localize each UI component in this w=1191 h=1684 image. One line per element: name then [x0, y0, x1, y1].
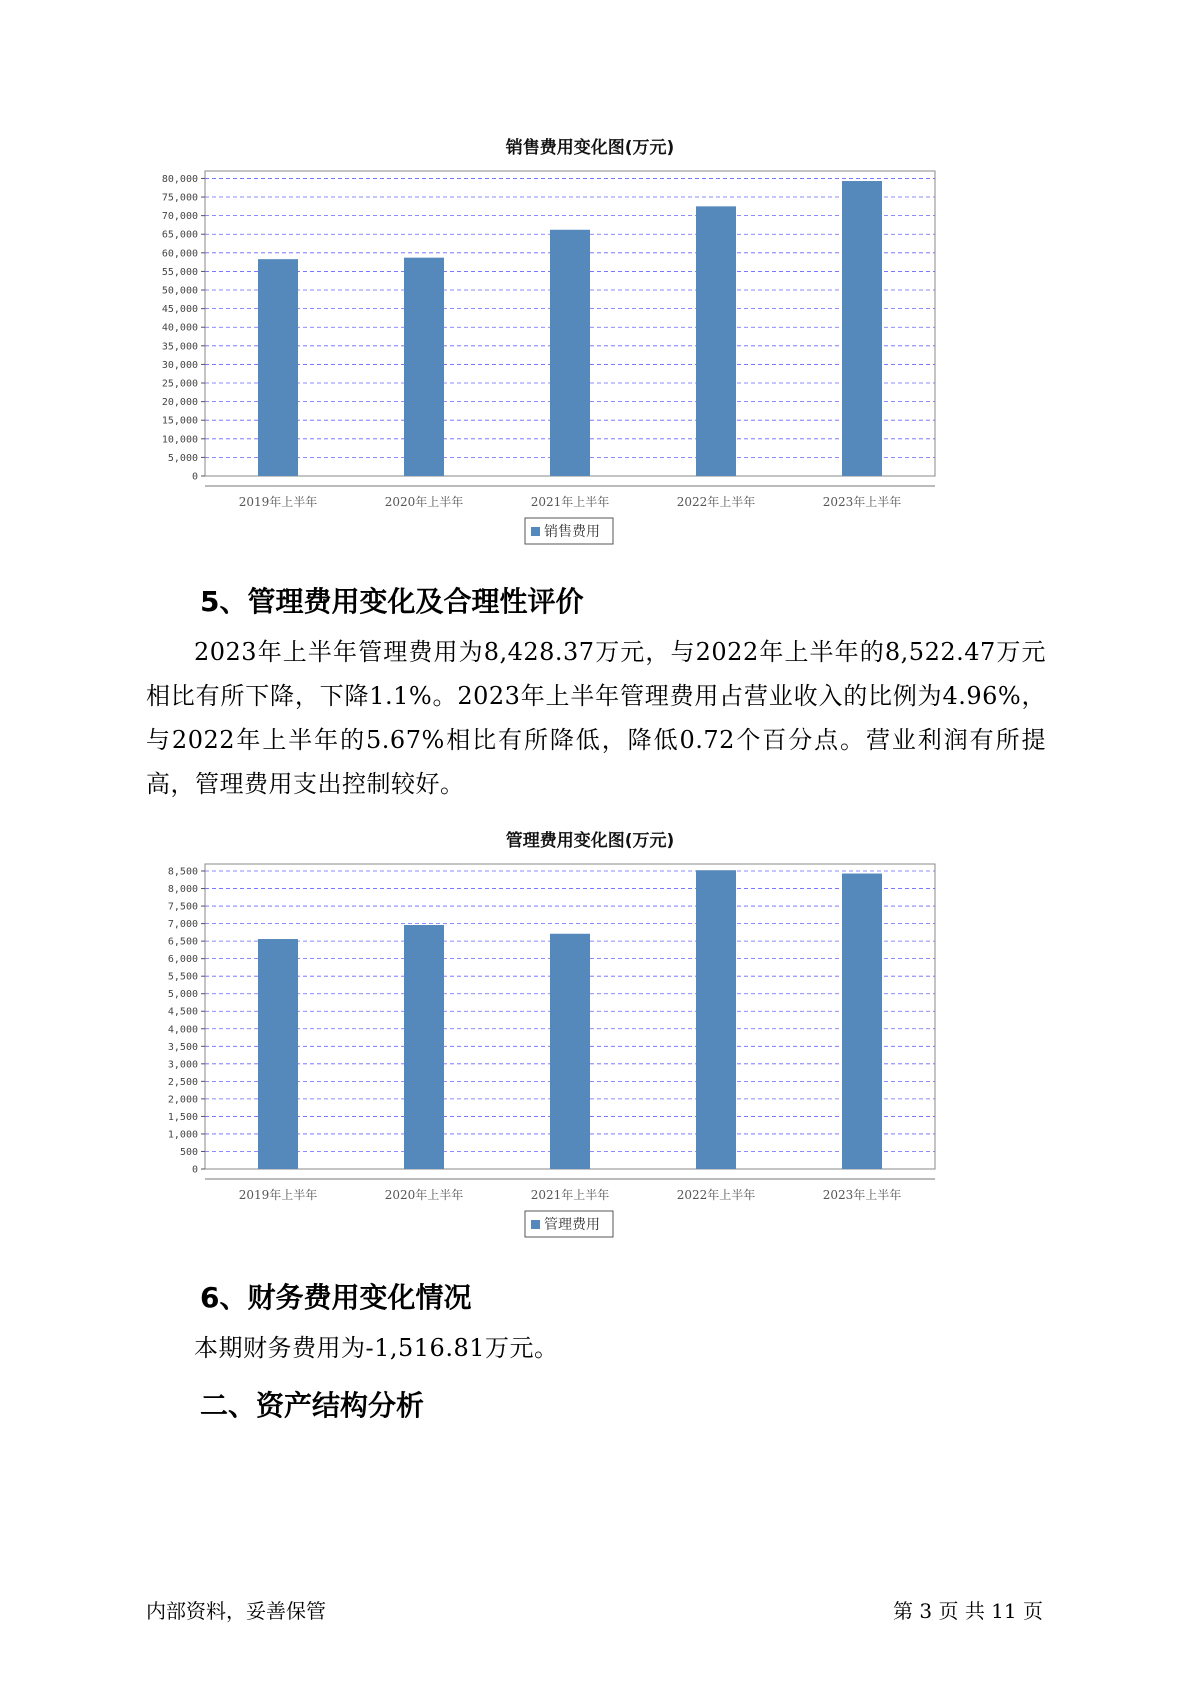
y-tick-label: 6,000 — [167, 954, 198, 966]
y-tick-label: 6,500 — [167, 936, 198, 948]
y-tick-label: 2,500 — [167, 1076, 198, 1088]
y-tick-label: 5,000 — [167, 452, 198, 464]
y-tick-label: 7,500 — [167, 901, 198, 913]
y-tick-label: 8,000 — [167, 884, 198, 896]
x-tick-label: 2019年上半年 — [238, 495, 318, 509]
section5-heading: 5、管理费用变化及合理性评价 — [200, 585, 584, 618]
x-tick-label: 2022年上半年 — [676, 495, 756, 509]
y-tick-label: 55,000 — [161, 266, 198, 278]
bar — [842, 181, 882, 476]
legend-label: 管理费用 — [544, 1217, 600, 1233]
y-tick-label: 80,000 — [161, 173, 198, 185]
x-tick-label: 2021年上半年 — [530, 1188, 610, 1202]
y-tick-label: 25,000 — [161, 378, 198, 390]
y-tick-label: 8,500 — [167, 866, 198, 878]
chart-title: 管理费用变化图(万元) — [505, 831, 675, 851]
x-tick-label: 2020年上半年 — [384, 1188, 464, 1202]
bar — [404, 258, 444, 476]
page-number: 第 3 页 共 11 页 — [893, 1599, 1043, 1623]
y-tick-label: 2,000 — [167, 1094, 198, 1106]
x-tick-label: 2023年上半年 — [822, 495, 902, 509]
admin-expense-chart — [150, 826, 1030, 1246]
y-tick-label: 0 — [191, 471, 198, 483]
sales-expense-chart-svg — [150, 163, 1030, 553]
y-tick-label: 1,000 — [167, 1129, 198, 1141]
y-tick-label: 10,000 — [161, 434, 198, 446]
y-tick-label: 45,000 — [161, 304, 198, 316]
bar — [550, 230, 590, 476]
y-tick-label: 7,000 — [167, 919, 198, 931]
y-tick-label: 60,000 — [161, 248, 198, 260]
y-tick-label: 500 — [179, 1146, 198, 1158]
y-tick-label: 4,000 — [167, 1024, 198, 1036]
x-tick-label: 2020年上半年 — [384, 495, 464, 509]
bar — [258, 939, 298, 1169]
y-tick-label: 75,000 — [161, 192, 198, 204]
y-tick-label: 50,000 — [161, 285, 198, 297]
legend-label: 销售费用 — [544, 524, 600, 540]
x-tick-label: 2023年上半年 — [822, 1188, 902, 1202]
y-tick-label: 20,000 — [161, 397, 198, 409]
y-tick-label: 1,500 — [167, 1111, 198, 1123]
y-tick-label: 4,500 — [167, 1006, 198, 1018]
y-tick-label: 3,500 — [167, 1041, 198, 1053]
bar — [696, 206, 736, 476]
section6-paragraph: 本期财务费用为-1,516.81万元。 — [194, 1334, 559, 1362]
section5-paragraph: 2023年上半年管理费用为8,428.37万元，与2022年上半年的8,522.47万元相比有所下降，下降1.1%。2023年上半年管理费用占营业收入的比例为4.96%，与2022年上半年的5.67%相比有所降低，降低0.72个百分点。营业利润有所提高，管理费用支出控制较好。 — [146, 638, 1046, 798]
bar — [404, 925, 444, 1169]
sales-expense-chart — [150, 133, 1030, 553]
chart-title: 销售费用变化图(万元) — [505, 138, 675, 158]
y-tick-label: 30,000 — [161, 359, 198, 371]
y-tick-label: 65,000 — [161, 229, 198, 241]
x-tick-label: 2021年上半年 — [530, 495, 610, 509]
y-tick-label: 0 — [191, 1164, 198, 1176]
section6-heading: 6、财务费用变化情况 — [200, 1281, 472, 1314]
legend-swatch — [531, 1220, 540, 1229]
y-tick-label: 3,000 — [167, 1059, 198, 1071]
bar — [696, 870, 736, 1169]
bar — [258, 259, 298, 476]
y-tick-label: 5,500 — [167, 971, 198, 983]
legend-swatch — [531, 527, 540, 536]
bar — [550, 934, 590, 1169]
section-two-heading: 二、资产结构分析 — [200, 1389, 425, 1422]
bar — [842, 874, 882, 1169]
y-tick-label: 15,000 — [161, 415, 198, 427]
admin-expense-chart-svg — [150, 856, 1030, 1246]
y-tick-label: 40,000 — [161, 322, 198, 334]
x-tick-label: 2019年上半年 — [238, 1188, 318, 1202]
x-tick-label: 2022年上半年 — [676, 1188, 756, 1202]
y-tick-label: 5,000 — [167, 989, 198, 1001]
y-tick-label: 70,000 — [161, 211, 198, 223]
footer-note: 内部资料，妥善保管 — [146, 1599, 326, 1623]
y-tick-label: 35,000 — [161, 341, 198, 353]
